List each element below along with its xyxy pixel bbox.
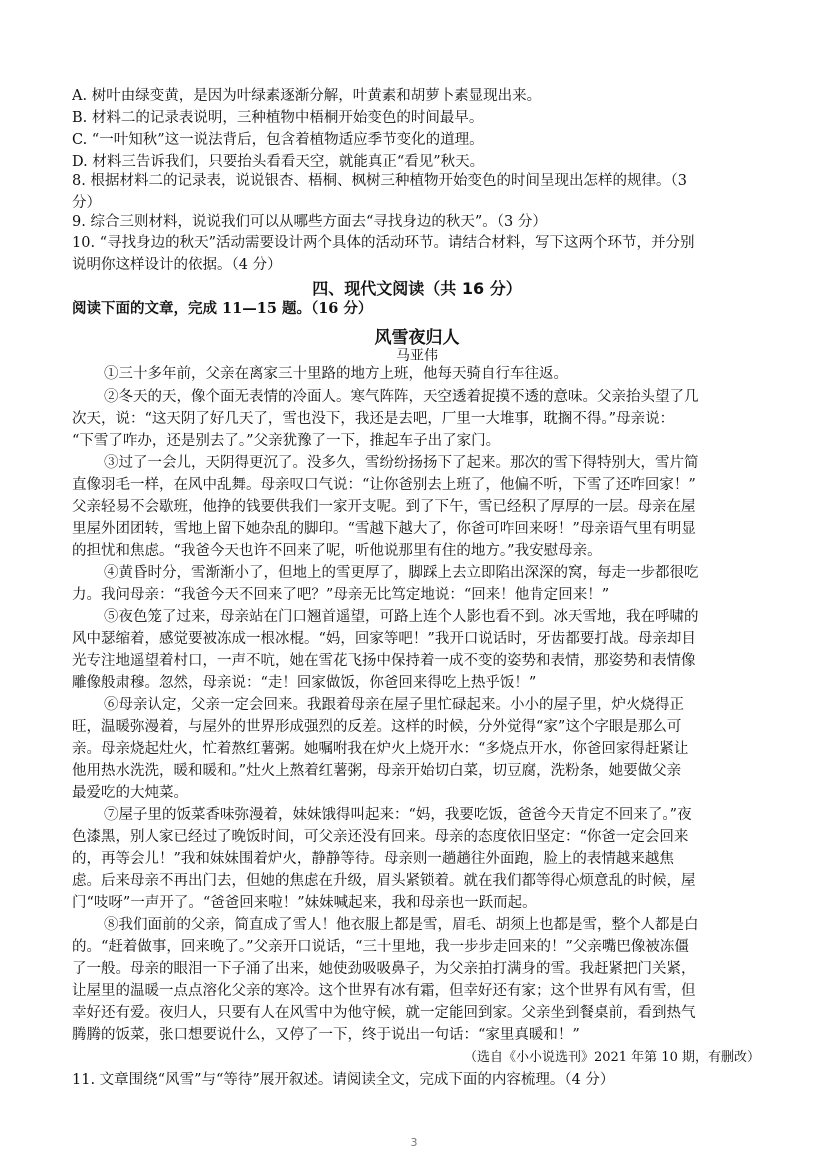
article-title: 风雪夜归人 <box>374 328 460 348</box>
para-6-line5: 最爱吃的大炖菜。 <box>72 785 188 801</box>
para-3-line1: ③过了一会儿，天阴得更沉了。没多久，雪纷纷扬扬下了起来。那次的雪下得特别大，雪片简 <box>104 455 699 471</box>
para-6-line3: 亲。母亲烧起灶火，忙着熬红薯粥。她嘱咐我在炉火上烧开水：“多烧点开水，你爸回家得赶紧让 <box>72 741 689 757</box>
option-a: A. 树叶由绿变黄，是因为叶绿素逐渐分解，叶黄素和胡萝卜素显现出来。 <box>72 88 542 104</box>
para-8-line2: 的。“赶着做事，回来晚了。”父亲开口说话，“三十里地，我一步步走回来的！”父亲嘴巴像被冻僵 <box>72 939 689 955</box>
para-2-line1: ②冬天的天，像个面无表情的冷面人。寒气阵阵，天空透着捉摸不透的意味。父亲抬头望了几 <box>104 389 699 405</box>
para-7-line4: 虑。后来母亲不再出门去，但她的焦虑在升级，眉头紧锁着。就在我们都等得心烦意乱的时候，屋 <box>72 873 696 889</box>
para-8-line4: 让屋里的温暖一点点溶化父亲的寒冷。这个世界有冰有霜，但幸好还有家；这个世界有风有雪，但 <box>72 983 696 999</box>
para-5-line2: 风中瑟缩着，感觉要被冻成一根冰棍。“妈，回家等吧！”我开口说话时，牙齿都要打战。母亲却目 <box>72 631 696 647</box>
question-10-line1: 10. “寻找身边的秋天”活动需要设计两个具体的活动环节。请结合材料，写下这两个环节，并分别 <box>72 235 695 251</box>
para-6-line4: 他用热水洗洗，暖和暖和。”灶火上熬着红薯粥，母亲开始切白菜，切豆腐，洗粉条，她要做父亲 <box>72 763 682 779</box>
para-2-line2: 次天，说：“这天阴了好几天了，雪也没下，我还是去吧，厂里一大堆事，耽搁不得。”母亲说： <box>72 411 675 427</box>
para-3-line5: 的担忧和焦虑。“我爸今天也许不回来了呢，听他说那里有住的地方。”我安慰母亲。 <box>72 543 602 559</box>
question-10-line2: 说明你这样设计的依据。（4 分） <box>72 257 282 273</box>
para-5-line1: ⑤夜色笼了过来，母亲站在门口翘首遥望，可路上连个人影也看不到。冰天雪地，我在呼啸的 <box>104 609 699 625</box>
para-4-line1: ④黄昏时分，雪渐渐小了，但地上的雪更厚了，脚踩上去立即陷出深深的窝，每走一步都很吃 <box>104 565 699 581</box>
para-4-line2: 力。我问母亲：“我爸今天不回来了吧？”母亲无比笃定地说：“回来！他肯定回来！” <box>72 587 610 603</box>
para-8-line5: 幸好还有爱。夜归人，只要有人在风雪中为他守候，就一定能回到家。父亲坐到餐桌前，看到热气 <box>72 1005 696 1021</box>
para-5-line3: 光专注地遥望着村口，一声不吭，她在雪花飞扬中保持着一成不变的姿势和表情，那姿势和表情像 <box>72 653 696 669</box>
para-7-line3: 的，再等会儿！”我和妹妹围着炉火，静静等待。母亲则一趟趟往外面跑，脸上的表情越来越焦 <box>72 851 674 867</box>
question-8-line2: 分） <box>72 195 101 211</box>
page-number: 3 <box>410 1136 418 1149</box>
para-2-line3: “下雪了咋办，还是别去了。”父亲犹豫了一下，推起车子出了家门。 <box>72 433 501 449</box>
question-8-line1: 8. 根据材料二的记录表，说说银杏、梧桐、枫树三种植物开始变色的时间呈现出怎样的规律。（3 <box>72 173 687 189</box>
para-6-line1: ⑥母亲认定，父亲一定会回来。我跟着母亲在屋子里忙碌起来。小小的屋子里，炉火烧得正 <box>104 697 684 713</box>
para-3-line4: 里屋外团团转，雪地上留下她杂乱的脚印。“雪越下越大了，你爸可咋回来呀！”母亲语气里有明显 <box>72 521 696 537</box>
para-5-line4: 雕像般肃穆。忽然，母亲说：“走！回家做饭，你爸回来得吃上热乎饭！” <box>72 675 537 691</box>
option-d: D. 材料三告诉我们，只要抬头看看天空，就能真正“看见”秋天。 <box>72 154 485 170</box>
section-instruction: 阅读下面的文章，完成 11—15 题。（16 分） <box>72 300 373 317</box>
option-b: B. 材料二的记录表说明，三种植物中梧桐开始变色的时间最早。 <box>72 110 484 126</box>
question-9: 9. 综合三则材料，说说我们可以从哪些方面去“寻找身边的秋天”。（3 分） <box>72 214 547 230</box>
para-7-line5: 门“吱呀”一声开了。“爸爸回来啦！”妹妹喊起来，我和母亲也一跃而起。 <box>72 895 537 911</box>
para-1-line1: ①三十多年前，父亲在离家三十里路的地方上班，他每天骑自行车往返。 <box>104 366 568 382</box>
para-8-line1: ⑧我们面前的父亲，简直成了雪人！他衣服上都是雪，眉毛、胡须上也都是雪，整个人都是白 <box>104 917 699 933</box>
para-6-line2: 旺，温暖弥漫着，与屋外的世界形成强烈的反差。这样的时候，分外觉得“家”这个字眼是那么可 <box>72 719 682 735</box>
para-7-line2: 色漆黑，别人家已经过了晚饭时间，可父亲还没有回来。母亲的态度依旧坚定：“你爸一定会回来 <box>72 829 689 845</box>
para-3-line2: 直像羽毛一样，在风中乱舞。母亲叹口气说：“让你爸别去上班了，他偏不听，下雪了还咋回家！” <box>72 477 696 493</box>
article-source: （选自《小小说选刊》2021 年第 10 期，有删改） <box>463 1050 760 1065</box>
article-author: 马亚伟 <box>396 348 438 364</box>
section-heading: 四、现代文阅读（共 16 分） <box>312 279 522 298</box>
para-3-line3: 父亲轻易不会歇班，他挣的钱要供我们一家开支呢。到了下午，雪已经积了厚厚的一层。母亲在屋 <box>72 499 696 515</box>
para-7-line1: ⑦屋子里的饭菜香味弥漫着，妹妹饿得叫起来：“妈，我要吃饭，爸爸今天肯定不回来了。”夜 <box>104 807 692 823</box>
para-8-line6: 腾腾的饭菜，张口想要说什么，又停了一下，终于说出一句话：“家里真暖和！” <box>72 1027 580 1043</box>
question-11: 11. 文章围绕“风雪”与“等待”展开叙述。请阅读全文，完成下面的内容梳理。（4 分） <box>72 1072 615 1088</box>
option-c: C. “一叶知秋”这一说法背后，包含着植物适应季节变化的道理。 <box>72 132 484 148</box>
para-8-line3: 了一般。母亲的眼泪一下子涌了出来，她使劲吸吸鼻子，为父亲拍打满身的雪。我赶紧把门关紧， <box>72 961 696 977</box>
